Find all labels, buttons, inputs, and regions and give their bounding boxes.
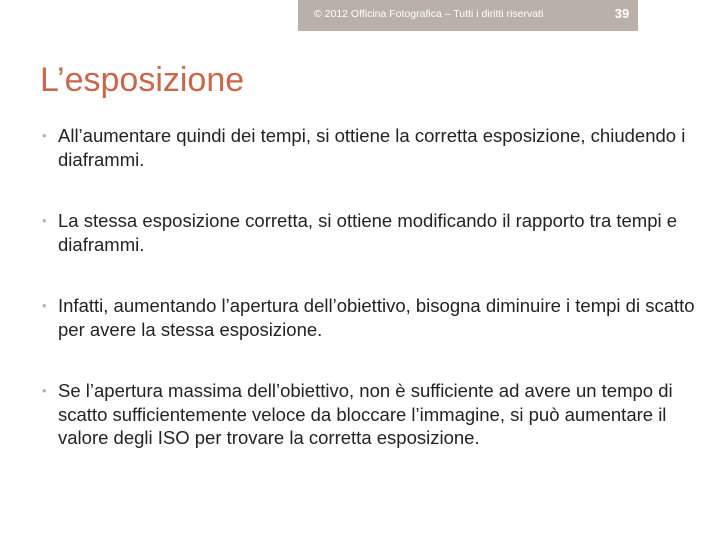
bullet-icon: • xyxy=(42,383,47,398)
copyright-notice: © 2012 Officina Fotografica – Tutti i diritti riservati xyxy=(314,8,544,20)
page-number: 39 xyxy=(614,6,630,21)
bullet-item xyxy=(40,124,700,171)
bullet-item xyxy=(40,294,700,341)
bullet-icon: • xyxy=(42,213,47,228)
bullet-text: Infatti, aumentando l’apertura dell’obiettivo, bisogna diminuire i tempi di scatto per avere la stessa esposizione. xyxy=(58,295,695,340)
bullet-text: Se l’apertura massima dell’obiettivo, non è sufficiente ad avere un tempo di scatto sufficientemente veloce da bloccare l’immagine, si può aumentare il valore degli ISO per trovare la corretta esposizione. xyxy=(58,380,673,448)
bullet-text: All’aumentare quindi dei tempi, si ottiene la corretta esposizione, chiudendo i diaframmi. xyxy=(58,125,686,170)
bullet-text: La stessa esposizione corretta, si ottiene modificando il rapporto tra tempi e diaframmi. xyxy=(58,210,678,255)
bullet-item xyxy=(40,209,700,256)
bullet-icon: • xyxy=(42,298,47,313)
bullet-item xyxy=(40,379,700,450)
bullet-icon: • xyxy=(42,128,47,143)
slide-title: L’esposizione xyxy=(40,61,245,99)
bullet-list xyxy=(40,124,700,488)
